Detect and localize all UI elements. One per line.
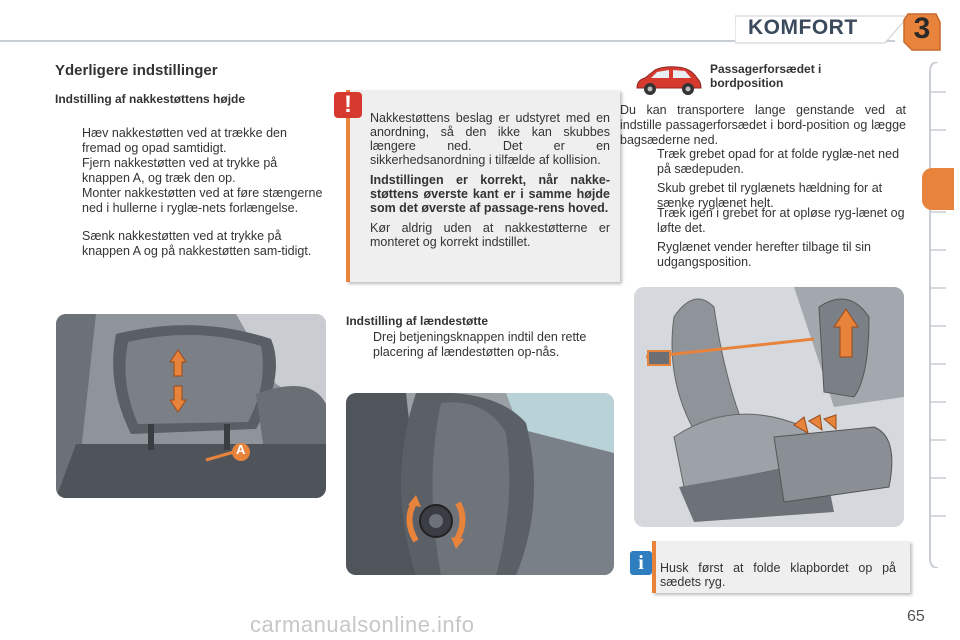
headrest-bullet: Fjern nakkestøtten ved at trykke på knappen A, og træk den op. xyxy=(82,156,278,185)
passenger-title: Passagerforsædet i bordposition xyxy=(710,62,822,90)
chapter-tab-strip xyxy=(928,62,950,568)
headrest-bullet: Sænk nakkestøtten ved at trykke på knappen A og på nakkestøtten sam-tidigt. xyxy=(82,229,312,258)
lumbar-photo xyxy=(346,393,614,575)
warning-text-3: Kør aldrig uden at nakkestøtterne er monteret og korrekt indstillet. xyxy=(370,221,610,249)
section-title: Yderligere indstillinger xyxy=(55,62,218,79)
warning-text xyxy=(370,111,610,249)
passenger-bullet: Træk igen i grebet for at opløse ryg-lænet og løfte det. Ryglænet vender herefter tilbage til sin udgangsposition. xyxy=(657,206,905,269)
headrest-photo xyxy=(56,314,326,498)
lumbar-bullet: Drej betjeningsknappen indtil den rette placering af lændestøtten op-nås. xyxy=(373,330,587,359)
page-number: 65 xyxy=(907,608,925,625)
button-a-label: A xyxy=(236,442,246,457)
info-text: Husk først at folde klapbordet op på sædets ryg. xyxy=(660,561,896,589)
warning-text-1: Nakkestøttens beslag er udstyret med en anordning, så den ikke kan skubbes længere ned. Det er en sikkerhedsanordning i tilfælde af kollision. xyxy=(370,111,610,167)
chapter-tab-active[interactable] xyxy=(922,168,954,210)
passenger-intro: Du kan transportere lange genstande ved at indstille passagerforsædet i bord-position og lægge bagsæderne ned. xyxy=(620,103,906,147)
headrest-title: Indstilling af nakkestøttens højde xyxy=(55,92,246,106)
passenger-bullet: Træk grebet opad for at folde ryglæ-net ned på sædepuden. Skub grebet til ryglænets hældning for at sænke ryglænet helt. xyxy=(657,147,900,210)
car-silhouette-icon xyxy=(633,62,703,98)
info-icon: i xyxy=(630,551,652,575)
headrest-bullet: Monter nakkestøtten ved at føre stængerne ned i hullerne i ryglæ-nets forlængelse. xyxy=(82,186,323,215)
watermark: carmanualsonline.info xyxy=(250,612,475,637)
headrest-bullet: Hæv nakkestøtten ved at trække den fremad og opad samtidigt. xyxy=(82,126,287,155)
chapter-number: 3 xyxy=(913,12,931,45)
lumbar-title: Indstilling af lændestøtte xyxy=(346,314,489,328)
passenger-seat-photo xyxy=(634,287,904,527)
exclamation-icon: ! xyxy=(334,92,362,118)
chapter-title: KOMFORT xyxy=(748,16,858,39)
warning-text-2: Indstillingen er korrekt, når nakke-støttens øverste kant er i samme højde som det øverste af passage-rens hoved. xyxy=(370,173,610,215)
